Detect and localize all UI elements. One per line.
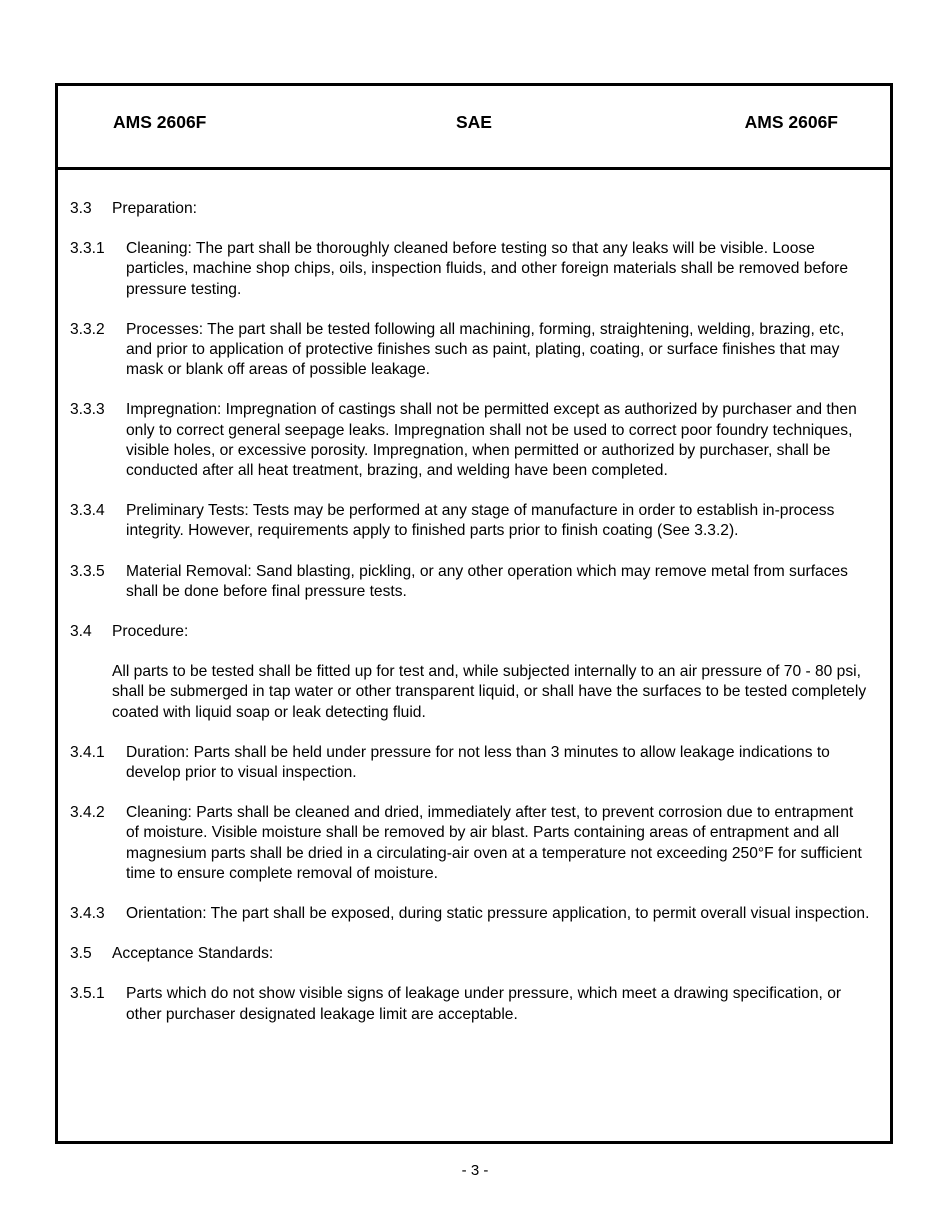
section-text: Material Removal: Sand blasting, pickling, or any other operation which may remove metal from surfaces shall be done before final pressure tests. bbox=[126, 562, 848, 600]
header-doc-number-right: AMS 2606F bbox=[744, 112, 838, 132]
section-text: Parts which do not show visible signs of leakage under pressure, which meet a drawing specification, or other purchaser designated leakage limit are acceptable. bbox=[126, 985, 842, 1023]
section-number: 3.4 bbox=[70, 623, 92, 641]
section-text: Impregnation: Impregnation of castings shall not be permitted except as authorized by purchaser and then only to correct general seepage leaks. Impregnation shall not be used to correct poor foundry techniques, visible holes, or excessive porosity. Impregnation, when permitted or authorized by purchaser, shall be conducted after all heat treatment, brazing, and welding have been completed. bbox=[126, 401, 857, 480]
page-number: - 3 - bbox=[461, 1162, 489, 1179]
section-heading: Procedure: bbox=[112, 623, 189, 641]
section-3-3-2 bbox=[70, 320, 870, 381]
section-text: Duration: Parts shall be held under pressure for not less than 3 minutes to allow leakage indications to develop prior to visual inspection. bbox=[126, 743, 830, 782]
section-number: 3.5.1 bbox=[70, 985, 105, 1003]
section-3-4-paragraph: All parts to be tested shall be fitted up for test and, while subjected internally to an air pressure of 70 - 80 psi, shall be submerged in tap water or other transparent liquid, or shall have the surfaces to be tested completely coated with liquid soap or leak detecting fluid. bbox=[112, 663, 867, 721]
section-number: 3.5 bbox=[70, 945, 92, 963]
section-text: Processes: The part shall be tested following all machining, forming, straightening, welding, brazing, etc, and prior to application of protective finishes such as paint, plating, coating, or surface finishes that may mask or blank off areas of possible leakage. bbox=[126, 320, 845, 379]
section-number: 3.4.2 bbox=[70, 804, 105, 822]
section-3-3 bbox=[70, 199, 870, 219]
section-text: Cleaning: Parts shall be cleaned and dried, immediately after test, to prevent corrosion due to entrapment of moisture. Visible moisture shall be removed by air blast. Parts containing areas of entrapment and all magnesium parts shall be dried in a circulating-air oven at a temperature not exceeding 250°F for sufficient time to ensure complete removal of moisture. bbox=[126, 804, 862, 882]
section-number: 3.3 bbox=[70, 200, 92, 217]
section-3-5-1 bbox=[70, 984, 870, 1024]
header-organization: SAE bbox=[456, 112, 492, 132]
document-body bbox=[70, 199, 870, 1045]
section-3-3-4 bbox=[70, 501, 870, 541]
section-number: 3.3.3 bbox=[70, 401, 105, 419]
section-text: Orientation: The part shall be exposed, during static pressure application, to permit overall visual inspection. bbox=[126, 905, 870, 923]
section-number: 3.4.3 bbox=[70, 905, 105, 923]
header-doc-number-left: AMS 2606F bbox=[113, 112, 207, 132]
section-text: Preliminary Tests: Tests may be performed at any stage of manufacture in order to establish in-process integrity. However, requirements apply to finished parts prior to finish coating (See 3.3.2). bbox=[126, 502, 835, 540]
section-number: 3.4.1 bbox=[70, 743, 105, 761]
page-frame bbox=[55, 83, 893, 1144]
section-3-3-3 bbox=[70, 400, 870, 481]
section-3-4-3 bbox=[70, 904, 870, 924]
section-3-4 bbox=[70, 622, 870, 642]
section-3-3-5 bbox=[70, 562, 870, 602]
section-3-5 bbox=[70, 944, 870, 964]
section-number: 3.3.5 bbox=[70, 562, 105, 580]
section-number: 3.3.4 bbox=[70, 502, 105, 520]
document-header bbox=[58, 86, 890, 170]
section-3-4-1 bbox=[70, 743, 870, 783]
section-text: Cleaning: The part shall be thoroughly cleaned before testing so that any leaks will be visible. Loose particles, machine shop chips, oils, inspection fluids, and other foreign materials shall be removed before pressure testing. bbox=[126, 240, 849, 298]
section-3-3-1 bbox=[70, 239, 870, 300]
section-heading: Preparation: bbox=[112, 200, 197, 217]
section-heading: Acceptance Standards: bbox=[112, 945, 274, 963]
section-number: 3.3.2 bbox=[70, 320, 105, 338]
section-number: 3.3.1 bbox=[70, 240, 105, 258]
section-3-4-2 bbox=[70, 803, 870, 884]
